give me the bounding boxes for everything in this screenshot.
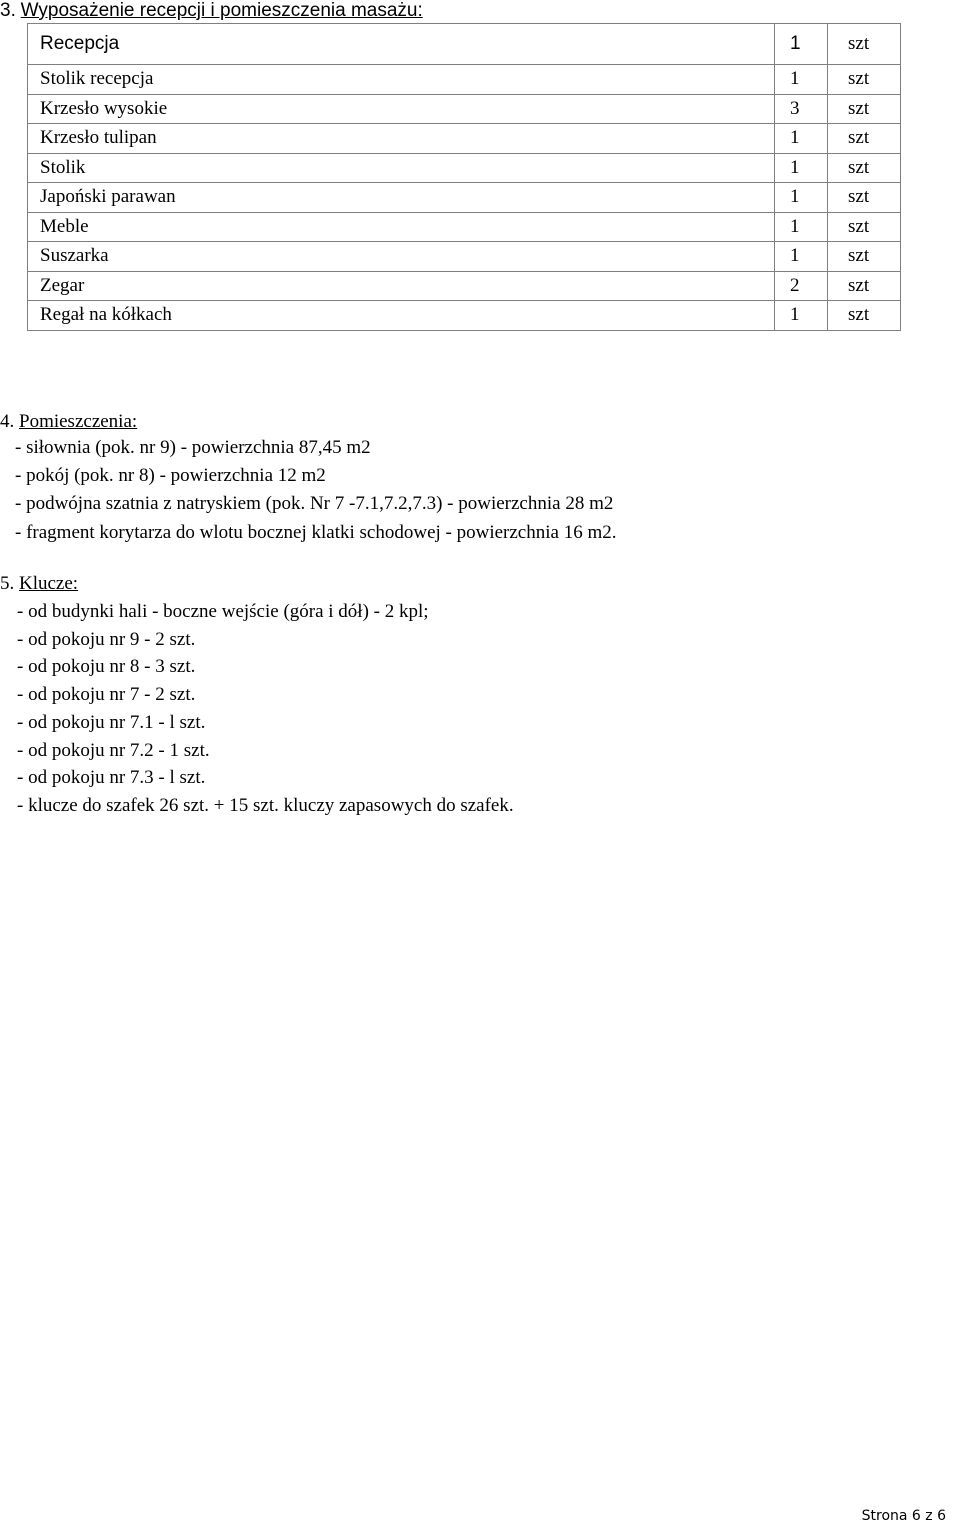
equipment-qty: 1 bbox=[775, 65, 828, 95]
equipment-name: Suszarka bbox=[28, 242, 775, 272]
section-3-title: Wyposażenie recepcji i pomieszczenia masażu: bbox=[20, 0, 423, 21]
equipment-name: Krzesło wysokie bbox=[28, 94, 775, 124]
section-5-title: Klucze: bbox=[19, 573, 79, 594]
equipment-row bbox=[28, 242, 901, 272]
equipment-unit: szt bbox=[828, 94, 901, 124]
equipment-qty: 1 bbox=[775, 242, 828, 272]
key-item: - od pokoju nr 8 - 3 szt. bbox=[17, 656, 196, 678]
key-item: - klucze do szafek 26 szt. + 15 szt. kluczy zapasowych do szafek. bbox=[17, 794, 514, 816]
equipment-table bbox=[27, 23, 901, 331]
equipment-qty: 1 bbox=[775, 124, 828, 154]
equipment-qty: 1 bbox=[775, 183, 828, 213]
equipment-name: Japoński parawan bbox=[28, 183, 775, 213]
equipment-unit: szt bbox=[828, 24, 901, 65]
equipment-name: Regał na kółkach bbox=[28, 301, 775, 331]
room-item: - pokój (pok. nr 8) - powierzchnia 12 m2 bbox=[15, 465, 326, 487]
key-item: - od pokoju nr 7.3 - l szt. bbox=[17, 767, 206, 789]
equipment-row bbox=[28, 124, 901, 154]
equipment-row bbox=[28, 153, 901, 183]
equipment-unit: szt bbox=[828, 124, 901, 154]
page-number: Strona 6 z 6 bbox=[861, 1508, 946, 1524]
section-5-heading bbox=[0, 573, 78, 595]
equipment-name: Zegar bbox=[28, 271, 775, 301]
equipment-row bbox=[28, 212, 901, 242]
equipment-qty: 1 bbox=[775, 301, 828, 331]
key-item: - od pokoju nr 7.2 - 1 szt. bbox=[17, 739, 210, 761]
room-item: - podwójna szatnia z natryskiem (pok. Nr 7 -7.1,7.2,7.3) - powierzchnia 28 m2 bbox=[15, 493, 614, 515]
section-5-number: 5. bbox=[0, 573, 15, 594]
equipment-qty: 3 bbox=[775, 94, 828, 124]
key-item: - od pokoju nr 7.1 - l szt. bbox=[17, 711, 206, 733]
equipment-name: Stolik bbox=[28, 153, 775, 183]
key-item: - od budynki hali - boczne wejście (góra i dół) - 2 kpl; bbox=[17, 601, 429, 622]
key-item: - od pokoju nr 7 - 2 szt. bbox=[17, 684, 196, 706]
equipment-name: Stolik recepcja bbox=[28, 65, 775, 95]
section-4-title: Pomieszczenia: bbox=[19, 411, 138, 432]
section-4-number: 4. bbox=[0, 411, 15, 432]
equipment-row bbox=[28, 271, 901, 301]
equipment-row bbox=[28, 65, 901, 95]
equipment-unit: szt bbox=[828, 301, 901, 331]
keys-list bbox=[17, 598, 514, 820]
equipment-unit: szt bbox=[828, 271, 901, 301]
section-3-number: 3. bbox=[0, 0, 16, 21]
equipment-name: Krzesło tulipan bbox=[28, 124, 775, 154]
section-4-heading bbox=[0, 411, 137, 433]
rooms-list bbox=[15, 434, 616, 547]
equipment-qty: 2 bbox=[775, 271, 828, 301]
key-item: - od pokoju nr 9 - 2 szt. bbox=[17, 628, 196, 650]
equipment-qty: 1 bbox=[775, 24, 828, 65]
equipment-unit: szt bbox=[828, 183, 901, 213]
room-item: - siłownia (pok. nr 9) - powierzchnia 87,45 m2 bbox=[15, 437, 371, 458]
equipment-row bbox=[28, 24, 901, 65]
equipment-unit: szt bbox=[828, 153, 901, 183]
section-3-heading bbox=[0, 0, 423, 22]
equipment-qty: 1 bbox=[775, 212, 828, 242]
equipment-name: Recepcja bbox=[28, 24, 775, 65]
equipment-unit: szt bbox=[828, 212, 901, 242]
equipment-unit: szt bbox=[828, 65, 901, 95]
equipment-row bbox=[28, 301, 901, 331]
equipment-unit: szt bbox=[828, 242, 901, 272]
equipment-name: Meble bbox=[28, 212, 775, 242]
room-item: - fragment korytarza do wlotu bocznej klatki schodowej - powierzchnia 16 m2. bbox=[15, 521, 617, 543]
equipment-qty: 1 bbox=[775, 153, 828, 183]
equipment-row bbox=[28, 183, 901, 213]
equipment-row bbox=[28, 94, 901, 124]
